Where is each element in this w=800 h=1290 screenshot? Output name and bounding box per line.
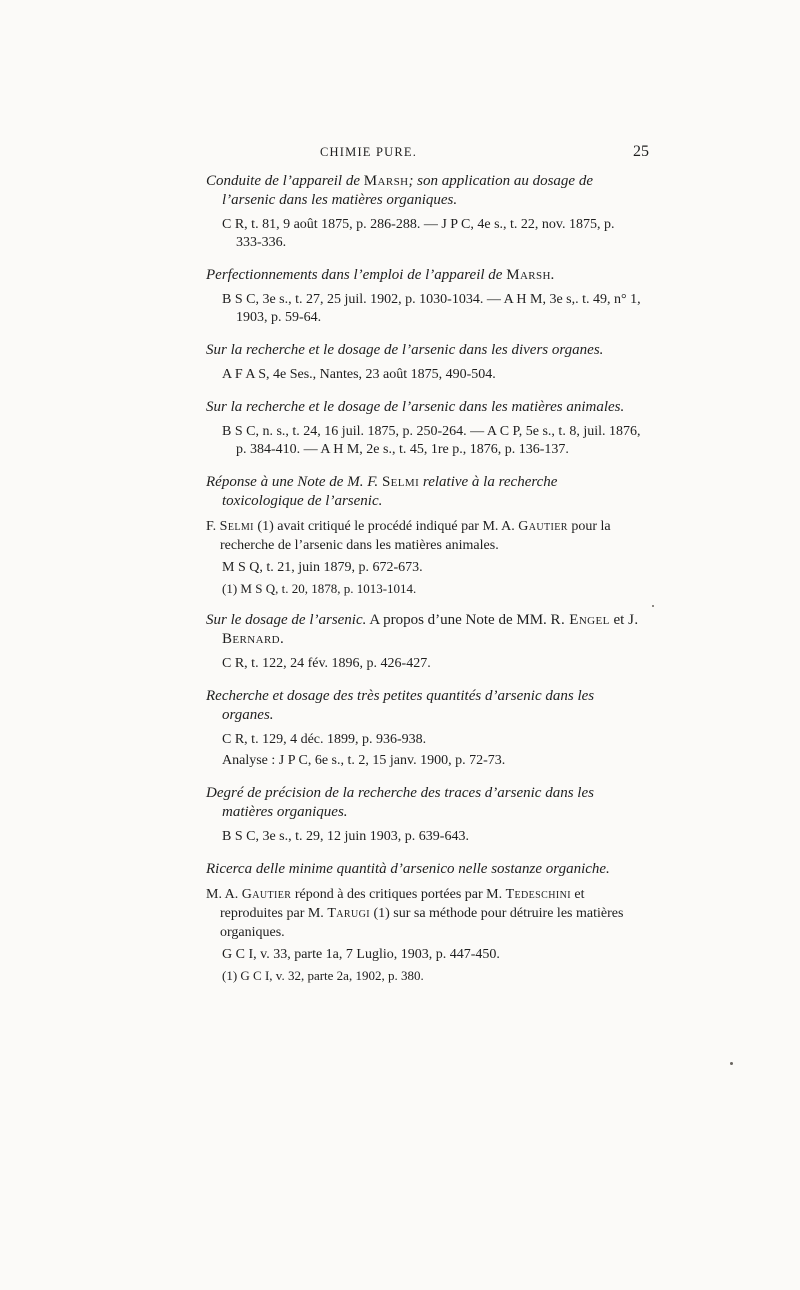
author-name: Marsh — [506, 267, 551, 283]
paper-speck — [730, 1062, 733, 1065]
entry-reference: C R, t. 122, 24 fév. 1896, p. 426-427. — [222, 656, 431, 671]
entry-reference: C R, t. 129, 4 déc. 1899, p. 936-938. — [222, 732, 427, 747]
bibliography-entry — [206, 860, 642, 984]
entry-reference: B S C, 3e s., t. 29, 12 juin 1903, p. 639-643. — [222, 829, 469, 844]
author-name: Tedeschini — [505, 887, 571, 902]
entry-title: Réponse à une Note de M. F. Selmi relative à la recherche toxicologique de l’arsenic. — [206, 474, 558, 509]
bibliography-entry — [206, 784, 642, 846]
page-header — [0, 143, 800, 165]
author-name: Selmi — [381, 474, 420, 490]
entry-reference: B S C, 3e s., t. 27, 25 juil. 1902, p. 1030-1034. — A H M, 3e s,. t. 49, n° 1, 1903, p. 59-64. — [222, 292, 641, 325]
entry-title: Ricerca delle minime quantità d’arsenico nelle sostanze organiche. — [206, 861, 610, 877]
bibliography-entry — [206, 687, 642, 770]
bibliography-entry — [206, 611, 642, 673]
entry-reference: M S Q, t. 21, juin 1879, p. 672-673. — [222, 560, 423, 575]
running-head: CHIMIE PURE. — [320, 145, 418, 159]
author-name: Marsh — [363, 173, 409, 189]
author-name: Gautier — [241, 887, 292, 902]
footnote: (1) G C I, v. 32, parte 2a, 1902, p. 380. — [222, 968, 424, 983]
author-name: Tarugi — [327, 906, 370, 921]
paper-speck — [652, 605, 654, 607]
author-name: R. Engel — [550, 612, 610, 628]
page-number: 25 — [633, 143, 649, 160]
entry-title: Recherche et dosage des très petites quantités d’arsenic dans les organes. — [206, 688, 595, 723]
entry-reference: A F A S, 4e Ses., Nantes, 23 août 1875, 490-504. — [222, 367, 496, 382]
entry-title: Sur la recherche et le dosage de l’arsenic dans les divers organes. — [206, 342, 604, 358]
author-name: Gautier — [518, 519, 568, 534]
bibliography-entry — [206, 266, 642, 327]
bibliography-entry — [206, 398, 642, 459]
entry-title: Sur la recherche et le dosage de l’arsenic dans les matières animales. — [206, 399, 625, 415]
entry-summary: F. Selmi (1) avait critiqué le procédé indiqué par M. A. Gautier pour la recherche de l’arsenic dans les matières animales. — [206, 519, 611, 553]
entry-reference: G C I, v. 33, parte 1a, 7 Luglio, 1903, p. 447-450. — [222, 947, 500, 962]
entry-title: Sur le dosage de l’arsenic. A propos d’une Note de MM. R. Engel et J. Bernard. — [206, 612, 639, 647]
footnote: (1) M S Q, t. 20, 1878, p. 1013-1014. — [222, 581, 417, 596]
entry-title: Conduite de l’appareil de Marsh; son application au dosage de l’arsenic dans les matières organiques. — [206, 173, 594, 208]
author-name: Selmi — [219, 519, 254, 534]
bibliography-entry — [206, 341, 642, 384]
author-name: J. Bernard — [222, 612, 639, 647]
bibliography-entry — [206, 473, 642, 597]
bibliography-list — [206, 172, 642, 998]
entry-summary: M. A. Gautier répond à des critiques portées par M. Tedeschini et reproduites par M. Tarugi (1) sur sa méthode pour détruire les matières organiques. — [206, 887, 624, 940]
entry-reference: Analyse : J P C, 6e s., t. 2, 15 janv. 1900, p. 72-73. — [222, 753, 506, 768]
bibliography-entry — [206, 172, 642, 252]
entry-title: Perfectionnements dans l’emploi de l’appareil de Marsh. — [206, 267, 555, 283]
entry-title: Degré de précision de la recherche des traces d’arsenic dans les matières organiques. — [206, 785, 594, 820]
entry-reference: B S C, n. s., t. 24, 16 juil. 1875, p. 250-264. — A C P, 5e s., t. 8, juil. 1876, p. 384-410. — A H M, 2e s., t. 45, 1re p., 1876, p. 136-137. — [222, 424, 641, 457]
entry-reference: C R, t. 81, 9 août 1875, p. 286-288. — J P C, 4e s., t. 22, nov. 1875, p. 333-336. — [222, 217, 615, 250]
